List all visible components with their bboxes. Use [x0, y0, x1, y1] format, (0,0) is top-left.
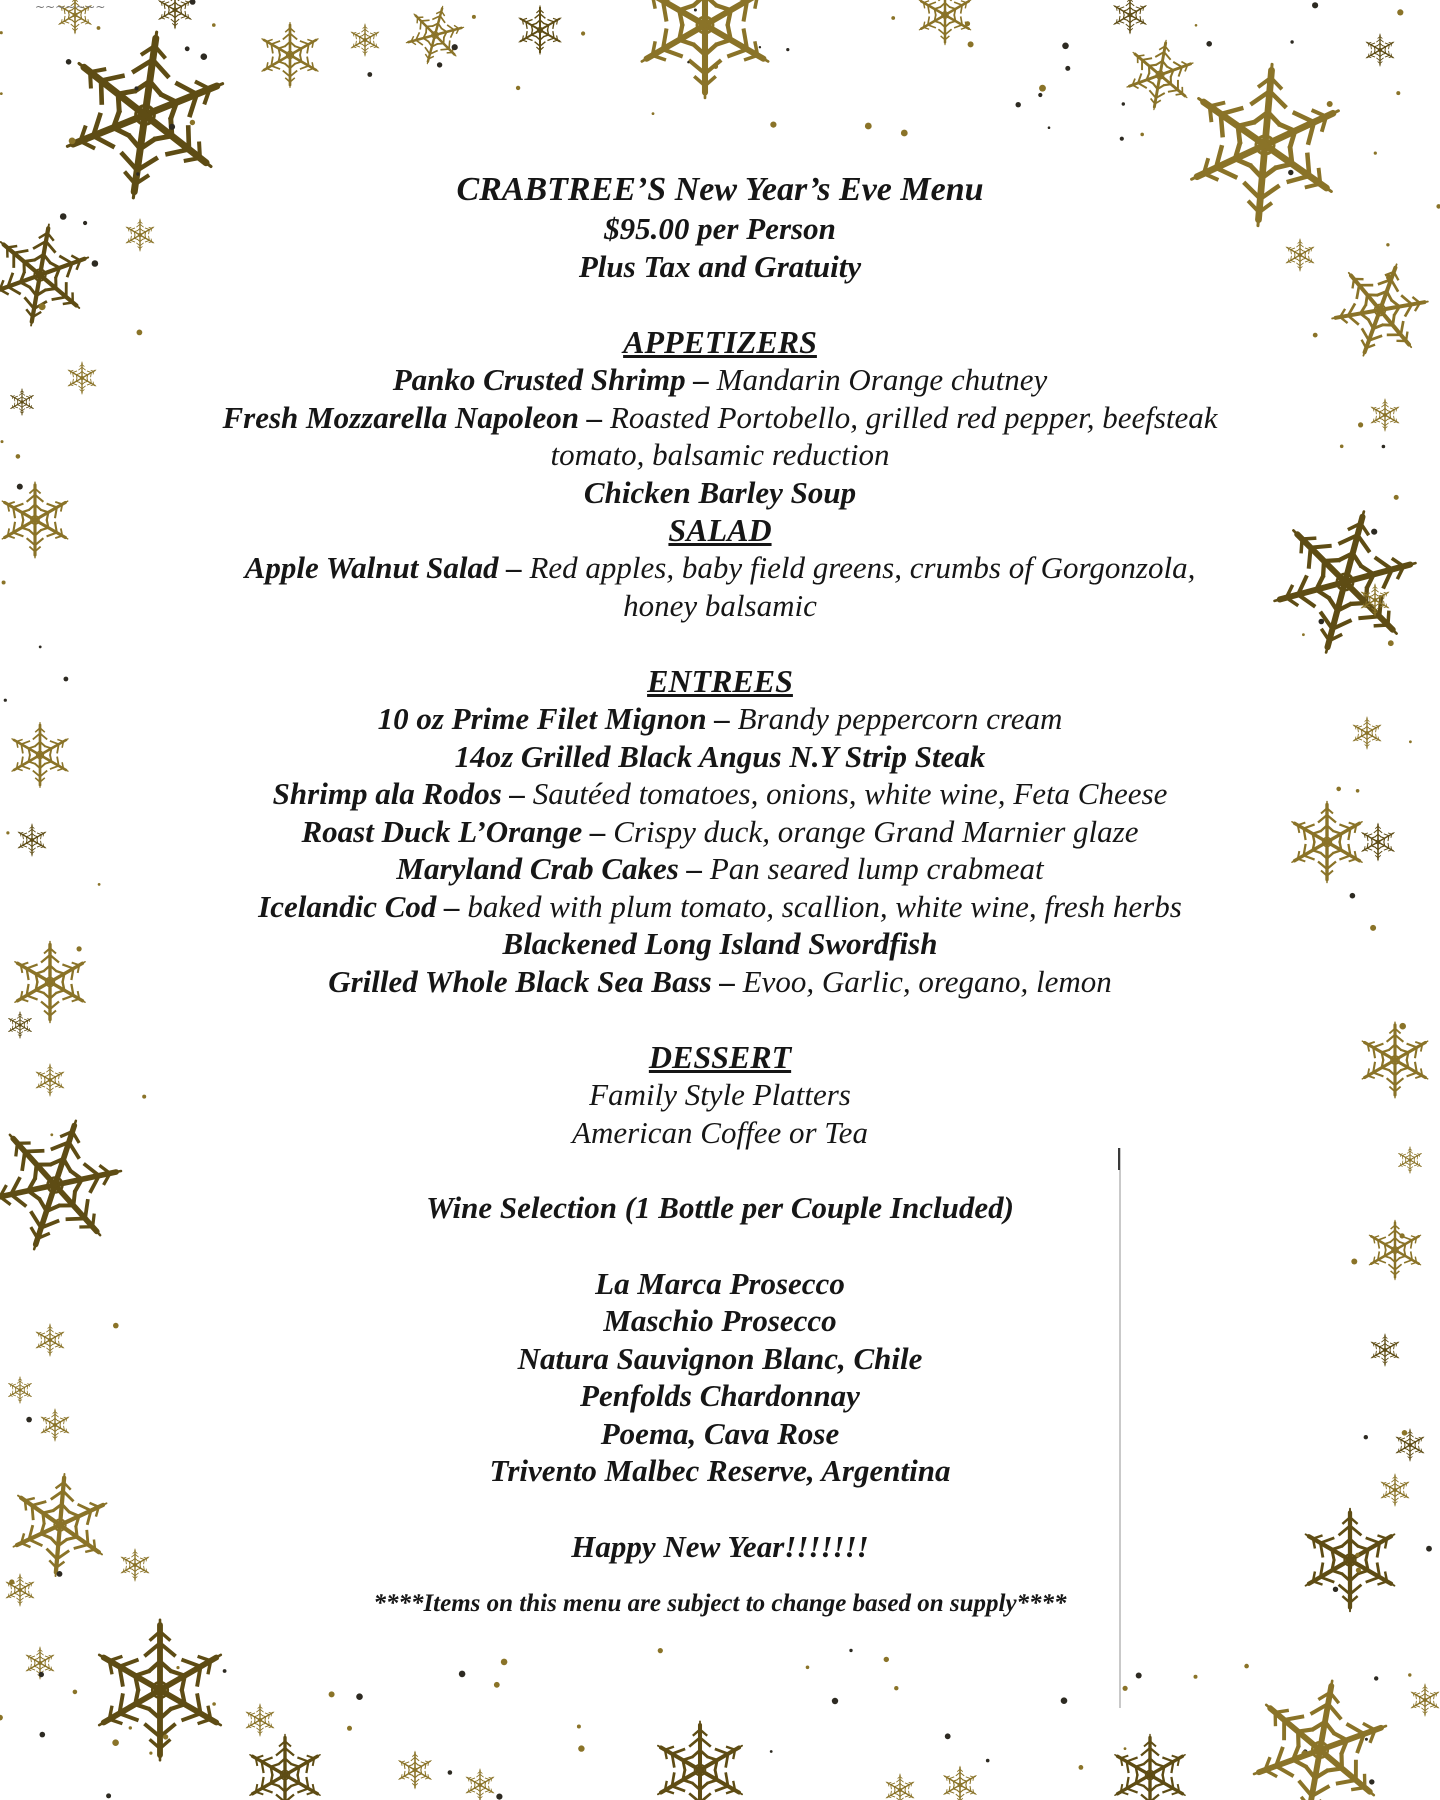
sparkle-dot	[106, 1793, 111, 1798]
snowflake-icon	[1366, 1220, 1424, 1279]
sparkle-dot	[40, 1732, 46, 1738]
snowflake-icon	[516, 6, 563, 55]
snowflake-icon	[16, 824, 48, 856]
item-name: Blackened Long Island Swordfish	[502, 926, 938, 961]
item-description: baked with plum tomato, scallion, white wine, fresh herbs	[467, 888, 1182, 924]
sparkle-dot	[1358, 422, 1363, 427]
snowflake-icon	[1379, 1474, 1411, 1506]
sparkle-dot	[190, 120, 195, 125]
sparkle-dot	[1369, 1779, 1374, 1784]
sparkle-dot	[1062, 43, 1069, 50]
sparkle-dot	[1122, 102, 1125, 105]
sparkle-dot	[496, 1794, 502, 1800]
sparkle-dot	[770, 1750, 773, 1753]
snowflake-icon	[1369, 399, 1401, 431]
sparkle-dot	[1, 440, 4, 443]
section-heading-dessert: DESSERT	[648, 1039, 792, 1075]
sparkle-dot	[1370, 925, 1376, 931]
sparkle-dot	[212, 1702, 216, 1706]
item-description: Brandy peppercorn cream	[737, 701, 1063, 736]
sparkle-dot	[113, 1323, 119, 1329]
item-description: Pan seared lump crabmeat	[709, 851, 1044, 886]
snowflake-icon	[1112, 0, 1149, 34]
sparkle-dot	[832, 1698, 838, 1704]
separator: –	[711, 963, 743, 999]
sparkle-dot	[17, 484, 23, 490]
menu-item	[120, 813, 1320, 851]
snowflake-icon	[10, 942, 89, 1023]
snowflake-icon	[884, 1774, 916, 1800]
separator: –	[501, 776, 533, 811]
sparkle-dot	[1038, 93, 1042, 97]
sparkle-dot	[190, 0, 196, 5]
sparkle-dot	[50, 1133, 53, 1136]
separator: –	[579, 399, 610, 435]
snowflake-icon	[7, 1012, 33, 1039]
sparkle-dot	[1123, 1686, 1128, 1691]
sparkle-dot	[39, 303, 46, 310]
sparkle-dot	[347, 1726, 352, 1731]
item-name: Apple Walnut Salad	[244, 550, 499, 585]
sparkle-dot	[1364, 1435, 1368, 1439]
menu-item	[120, 399, 1320, 437]
sparkle-dot	[806, 1666, 810, 1670]
sparkle-dot	[849, 1649, 852, 1652]
separator: –	[436, 888, 468, 924]
separator: –	[678, 851, 710, 886]
snowflake-icon	[464, 1769, 496, 1800]
sparkle-dot	[2, 581, 6, 585]
sparkle-dot	[26, 1417, 32, 1423]
sparkle-dot	[713, 64, 718, 69]
item-name: Panko Crusted Shrimp	[392, 362, 686, 397]
sparkle-dot	[1388, 640, 1394, 646]
snowflake-icon	[7, 1377, 33, 1404]
corner-mark: ~~~~~~~	[35, 0, 106, 14]
snowflake-icon	[349, 24, 381, 56]
item-name: Grilled Whole Black Sea Bass	[328, 963, 712, 999]
sparkle-dot	[6, 831, 9, 834]
sparkle-dot	[452, 44, 458, 50]
sparkle-dot	[1136, 1673, 1142, 1679]
sparkle-dot	[1120, 137, 1124, 141]
sparkle-dot	[1290, 40, 1293, 43]
menu-price-note: Plus Tax and Gratuity	[578, 249, 862, 284]
wine-item: Natura Sauvignon Blanc, Chile	[517, 1340, 923, 1376]
menu-title: CRABTREE’S New Year’s Eve Menu	[456, 171, 984, 208]
menu-item	[120, 850, 1320, 888]
sparkle-dot	[965, 21, 970, 26]
scan-edge-mark	[1118, 1148, 1120, 1170]
menu-item	[120, 361, 1320, 399]
snowflake-icon	[9, 389, 35, 416]
snowflake-icon	[0, 1100, 139, 1269]
snowflake-icon	[1409, 1684, 1440, 1716]
sparkle-dot	[1396, 91, 1400, 95]
wine-item: Maschio Prosecco	[603, 1303, 837, 1338]
sparkle-dot	[901, 130, 908, 137]
sparkle-dot	[329, 1691, 335, 1697]
snowflake-icon	[157, 0, 194, 29]
sparkle-dot	[1333, 1587, 1338, 1592]
sparkle-dot	[1350, 893, 1356, 899]
sparkle-dot	[448, 1770, 453, 1775]
sparkle-dot	[577, 1725, 581, 1729]
sparkle-dot	[73, 1690, 78, 1695]
item-description: Roasted Portobello, grilled red pepper, beefsteak	[610, 399, 1218, 435]
snowflake-icon	[1351, 717, 1383, 749]
dessert-item: American Coffee or Tea	[572, 1114, 868, 1150]
item-name: Shrimp ala Rodos	[272, 776, 502, 811]
sparkle-dot	[694, 9, 697, 12]
menu-item	[120, 700, 1320, 738]
snowflake-icon	[34, 1064, 66, 1096]
sparkle-dot	[1382, 445, 1386, 449]
snowflake-icon	[1319, 248, 1440, 372]
separator: –	[498, 550, 530, 585]
sparkle-dot	[1194, 1675, 1198, 1679]
item-description: Sautéed tomatoes, onions, white wine, Feta Cheese	[532, 776, 1168, 811]
sparkle-dot	[83, 221, 87, 225]
sparkle-dot	[112, 1739, 119, 1746]
wine-item: Poema, Cava Rose	[600, 1415, 840, 1451]
sparkle-dot	[891, 16, 895, 20]
snowflake-icon	[1394, 1429, 1426, 1461]
sparkle-dot	[0, 1715, 3, 1721]
sparkle-dot	[60, 213, 67, 220]
sparkle-dot	[578, 1745, 584, 1751]
snowflake-icon	[397, 1751, 434, 1789]
snowflake-icon	[1369, 1334, 1401, 1366]
snowflake-icon	[4, 1574, 36, 1606]
sparkle-dot	[437, 62, 442, 67]
sparkle-dot	[169, 124, 175, 130]
wine-item: Trivento Malbec Reserve, Argentina	[489, 1453, 951, 1488]
item-description-continued: tomato, balsamic reduction	[550, 437, 890, 472]
sparkle-dot	[16, 454, 21, 459]
snowflake-icon	[66, 362, 98, 394]
sparkle-dot	[1079, 1765, 1084, 1770]
sparkle-dot	[176, 1666, 179, 1669]
sparkle-dot	[472, 15, 476, 19]
sparkle-dot	[1340, 445, 1344, 449]
item-name: Maryland Crab Cakes	[396, 851, 679, 886]
snowflake-icon	[634, 0, 776, 98]
sparkle-dot	[945, 1733, 951, 1739]
snowflake-icon	[91, 1620, 228, 1760]
item-name: Fresh Mozzarella Napoleon	[222, 399, 579, 435]
item-description: Crispy duck, orange Grand Marnier glaze	[613, 813, 1139, 849]
sparkle-dot	[223, 1669, 227, 1673]
wine-heading: Wine Selection (1 Bottle per Couple Included)	[426, 1190, 1014, 1225]
sparkle-dot	[149, 1752, 152, 1755]
wine-item: Penfolds Chardonnay	[580, 1378, 860, 1413]
sparkle-dot	[135, 86, 139, 90]
separator: –	[685, 362, 717, 397]
snowflake-icon	[1360, 823, 1397, 861]
sparkle-dot	[494, 1682, 500, 1688]
sparkle-dot	[185, 46, 190, 51]
item-description: Evoo, Garlic, oregano, lemon	[742, 963, 1112, 999]
sparkle-dot	[356, 1693, 363, 1700]
sparkle-dot	[687, 61, 689, 63]
item-name: Roast Duck L’Orange	[301, 813, 583, 849]
item-description: Mandarin Orange chutney	[716, 362, 1048, 397]
supply-disclaimer: ****Items on this menu are subject to change based on supply****	[373, 1590, 1067, 1617]
sparkle-dot	[1355, 1553, 1359, 1557]
sparkle-dot	[894, 1686, 898, 1690]
sparkle-dot	[759, 46, 761, 48]
sparkle-dot	[77, 946, 82, 951]
sparkle-dot	[865, 123, 872, 130]
item-name: Icelandic Cod	[258, 888, 437, 924]
separator: –	[582, 813, 614, 849]
sparkle-dot	[1426, 1546, 1432, 1552]
sparkle-dot	[4, 699, 7, 702]
sparkle-dot	[652, 112, 655, 115]
section-heading-salad: SALAD	[668, 512, 772, 548]
sparkle-dot	[658, 1648, 663, 1653]
sparkle-dot	[1336, 787, 1341, 792]
snowflake-icon	[1240, 1669, 1399, 1800]
menu-item	[120, 963, 1320, 1001]
sparkle-dot	[1386, 275, 1392, 281]
sparkle-dot	[1140, 133, 1144, 137]
menu-item	[120, 888, 1320, 926]
snowflake-icon	[0, 216, 98, 334]
snowflake-icon	[1120, 34, 1200, 115]
sparkle-dot	[1400, 1233, 1405, 1238]
sparkle-dot	[129, 1726, 132, 1729]
sparkle-dot	[1124, 1747, 1127, 1750]
sparkle-dot	[770, 122, 776, 128]
snowflake-icon	[244, 1704, 276, 1736]
sparkle-dot	[98, 883, 101, 886]
sparkle-dot	[1244, 1664, 1249, 1669]
item-name: 10 oz Prime Filet Mignon	[377, 701, 707, 736]
section-heading-appetizers: APPETIZERS	[623, 324, 817, 360]
menu-sheet	[120, 170, 1320, 1621]
sparkle-dot	[1374, 1676, 1378, 1680]
sparkle-dot	[1048, 126, 1051, 129]
sparkle-dot	[1301, 1750, 1307, 1756]
sparkle-dot	[1365, 1738, 1368, 1741]
sparkle-dot	[1206, 41, 1212, 47]
snowflake-icon	[39, 1409, 71, 1441]
sparkle-dot	[1351, 1259, 1357, 1265]
snowflake-icon	[399, 0, 470, 71]
snowflake-icon	[34, 1324, 66, 1356]
closing-greeting: Happy New Year!!!!!!!	[571, 1528, 869, 1564]
sparkle-dot	[212, 23, 216, 27]
sparkle-dot	[884, 1657, 889, 1662]
item-description-continued: honey balsamic	[623, 587, 817, 623]
item-name: Chicken Barley Soup	[583, 474, 857, 510]
sparkle-dot	[1195, 24, 1198, 27]
sparkle-dot	[1016, 102, 1021, 107]
sparkle-dot	[968, 41, 974, 47]
snowflake-icon	[653, 1721, 748, 1800]
sparkle-dot	[9, 1579, 14, 1584]
sparkle-dot	[1356, 789, 1360, 793]
snowflake-icon	[1397, 1147, 1423, 1174]
sparkle-dot	[1409, 740, 1412, 743]
sparkle-dot	[163, 1734, 168, 1739]
sparkle-dot	[0, 31, 3, 34]
snowflake-icon	[1358, 1022, 1432, 1098]
snowflake-icon	[258, 23, 321, 88]
sparkle-dot	[1399, 1023, 1406, 1030]
menu-price: $95.00 per Person	[604, 211, 836, 246]
sparkle-dot	[581, 31, 585, 35]
snowflake-icon	[245, 1735, 324, 1800]
snowflake-icon	[1364, 34, 1396, 66]
sparkle-dot	[97, 26, 101, 30]
sparkle-dot	[459, 1671, 466, 1678]
sparkle-dot	[1374, 152, 1377, 155]
sparkle-dot	[1371, 529, 1377, 535]
sparkle-dot	[39, 1672, 44, 1677]
scan-edge-line	[1119, 1148, 1121, 1708]
sparkle-dot	[1327, 101, 1333, 107]
sparkle-dot	[66, 59, 72, 65]
sparkle-dot	[92, 260, 99, 267]
sparkle-dot	[501, 1659, 508, 1666]
sparkle-dot	[39, 646, 42, 649]
menu-item	[120, 775, 1320, 813]
sparkle-dot	[69, 138, 76, 145]
snowflake-icon	[0, 482, 72, 558]
snowflake-icon	[942, 1766, 979, 1800]
sparkle-dot	[516, 86, 520, 90]
snowflake-icon	[8, 723, 71, 788]
sparkle-dot	[1436, 204, 1440, 209]
sparkle-dot	[367, 72, 372, 77]
sparkle-dot	[1061, 1697, 1068, 1704]
sparkle-dot	[201, 53, 208, 60]
dessert-item: Family Style Platters	[589, 1077, 851, 1112]
sparkle-dot	[1394, 495, 1399, 500]
wine-item: La Marca Prosecco	[595, 1265, 845, 1301]
section-heading-entrees: ENTREES	[647, 663, 793, 699]
sparkle-dot	[0, 92, 3, 95]
sparkle-dot	[64, 677, 69, 682]
menu-item	[120, 549, 1320, 587]
separator: –	[706, 701, 738, 736]
sparkle-dot	[1312, 2, 1318, 8]
snowflake-icon	[6, 1470, 115, 1581]
sparkle-dot	[1065, 66, 1070, 71]
sparkle-dot	[1408, 1673, 1411, 1676]
sparkle-dot	[1402, 1430, 1408, 1436]
sparkle-dot	[57, 1571, 63, 1577]
snowflake-icon	[1110, 1735, 1189, 1800]
sparkle-dot	[1386, 243, 1389, 246]
sparkle-dot	[1356, 1568, 1361, 1573]
sparkle-dot	[986, 1759, 990, 1763]
sparkle-dot	[1397, 9, 1403, 15]
sparkle-dot	[786, 48, 789, 51]
item-name: 14oz Grilled Black Angus N.Y Strip Steak	[454, 738, 986, 774]
item-description: Red apples, baby field greens, crumbs of Gorgonzola,	[529, 550, 1196, 585]
snowflake-icon	[916, 0, 974, 45]
sparkle-dot	[1039, 85, 1046, 92]
